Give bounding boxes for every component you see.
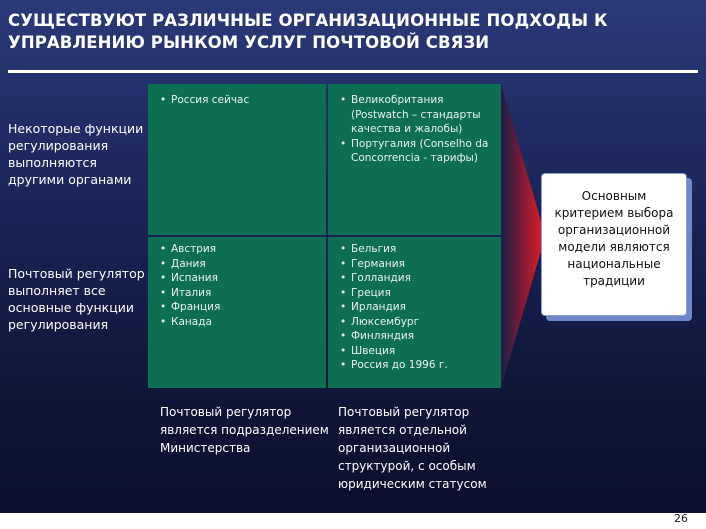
list-item: • Греция <box>338 286 493 301</box>
callout-box <box>541 173 687 316</box>
list-item: • Великобритания (Postwatch – стандарты качества и жалобы) <box>338 93 493 137</box>
list-item: • Ирландия <box>338 300 493 315</box>
list-item: • Россия до 1996 г. <box>338 358 493 373</box>
list-item: • Люксембург <box>338 315 493 330</box>
callout-text: Основным критерием выбора организационной модели являются национальные традиции <box>554 189 674 288</box>
list-item: • Франция <box>158 300 318 315</box>
column-label-ministry: Почтовый регулятор является подразделением Министерства <box>160 405 329 455</box>
list-item: • Австрия <box>158 242 318 257</box>
quadrant-bottom-left <box>148 237 326 388</box>
list-item: • Испания <box>158 271 318 286</box>
list-item: • Бельгия <box>338 242 493 257</box>
page-number: 26 <box>674 512 688 525</box>
list-item: • Германия <box>338 257 493 272</box>
list-item: • Дания <box>158 257 318 272</box>
row-label-full-regulator: Почтовый регулятор выполняет все основные функции регулирования <box>8 266 145 332</box>
list-item: • Португалия (Conselho da Concorrencia - тарифы) <box>338 137 493 166</box>
list-item: • Италия <box>158 286 318 301</box>
slide-title: СУЩЕСТВУЮТ РАЗЛИЧНЫЕ ОРГАНИЗАЦИОННЫЕ ПОДХОДЫ К УПРАВЛЕНИЮ РЫНКОМ УСЛУГ ПОЧТОВОЙ СВЯЗИ <box>8 11 608 52</box>
list-item: • Швеция <box>338 344 493 359</box>
list-item: • Голландия <box>338 271 493 286</box>
title-divider <box>8 70 698 73</box>
list-item: • Канада <box>158 315 318 330</box>
list-item: • Финляндия <box>338 329 493 344</box>
quadrant-top-left <box>148 84 326 235</box>
quadrant-bottom-right <box>328 237 501 388</box>
arrow-shape <box>501 84 543 388</box>
list-item: • Россия сейчас <box>158 93 318 108</box>
quadrant-top-right <box>328 84 501 235</box>
footer-strip <box>0 513 706 529</box>
column-label-separate: Почтовый регулятор является отдельной организационной структурой, с особым юридическим статусом <box>338 405 487 491</box>
row-label-other-bodies: Некоторые функции регулирования выполняются другими органами <box>8 121 144 187</box>
